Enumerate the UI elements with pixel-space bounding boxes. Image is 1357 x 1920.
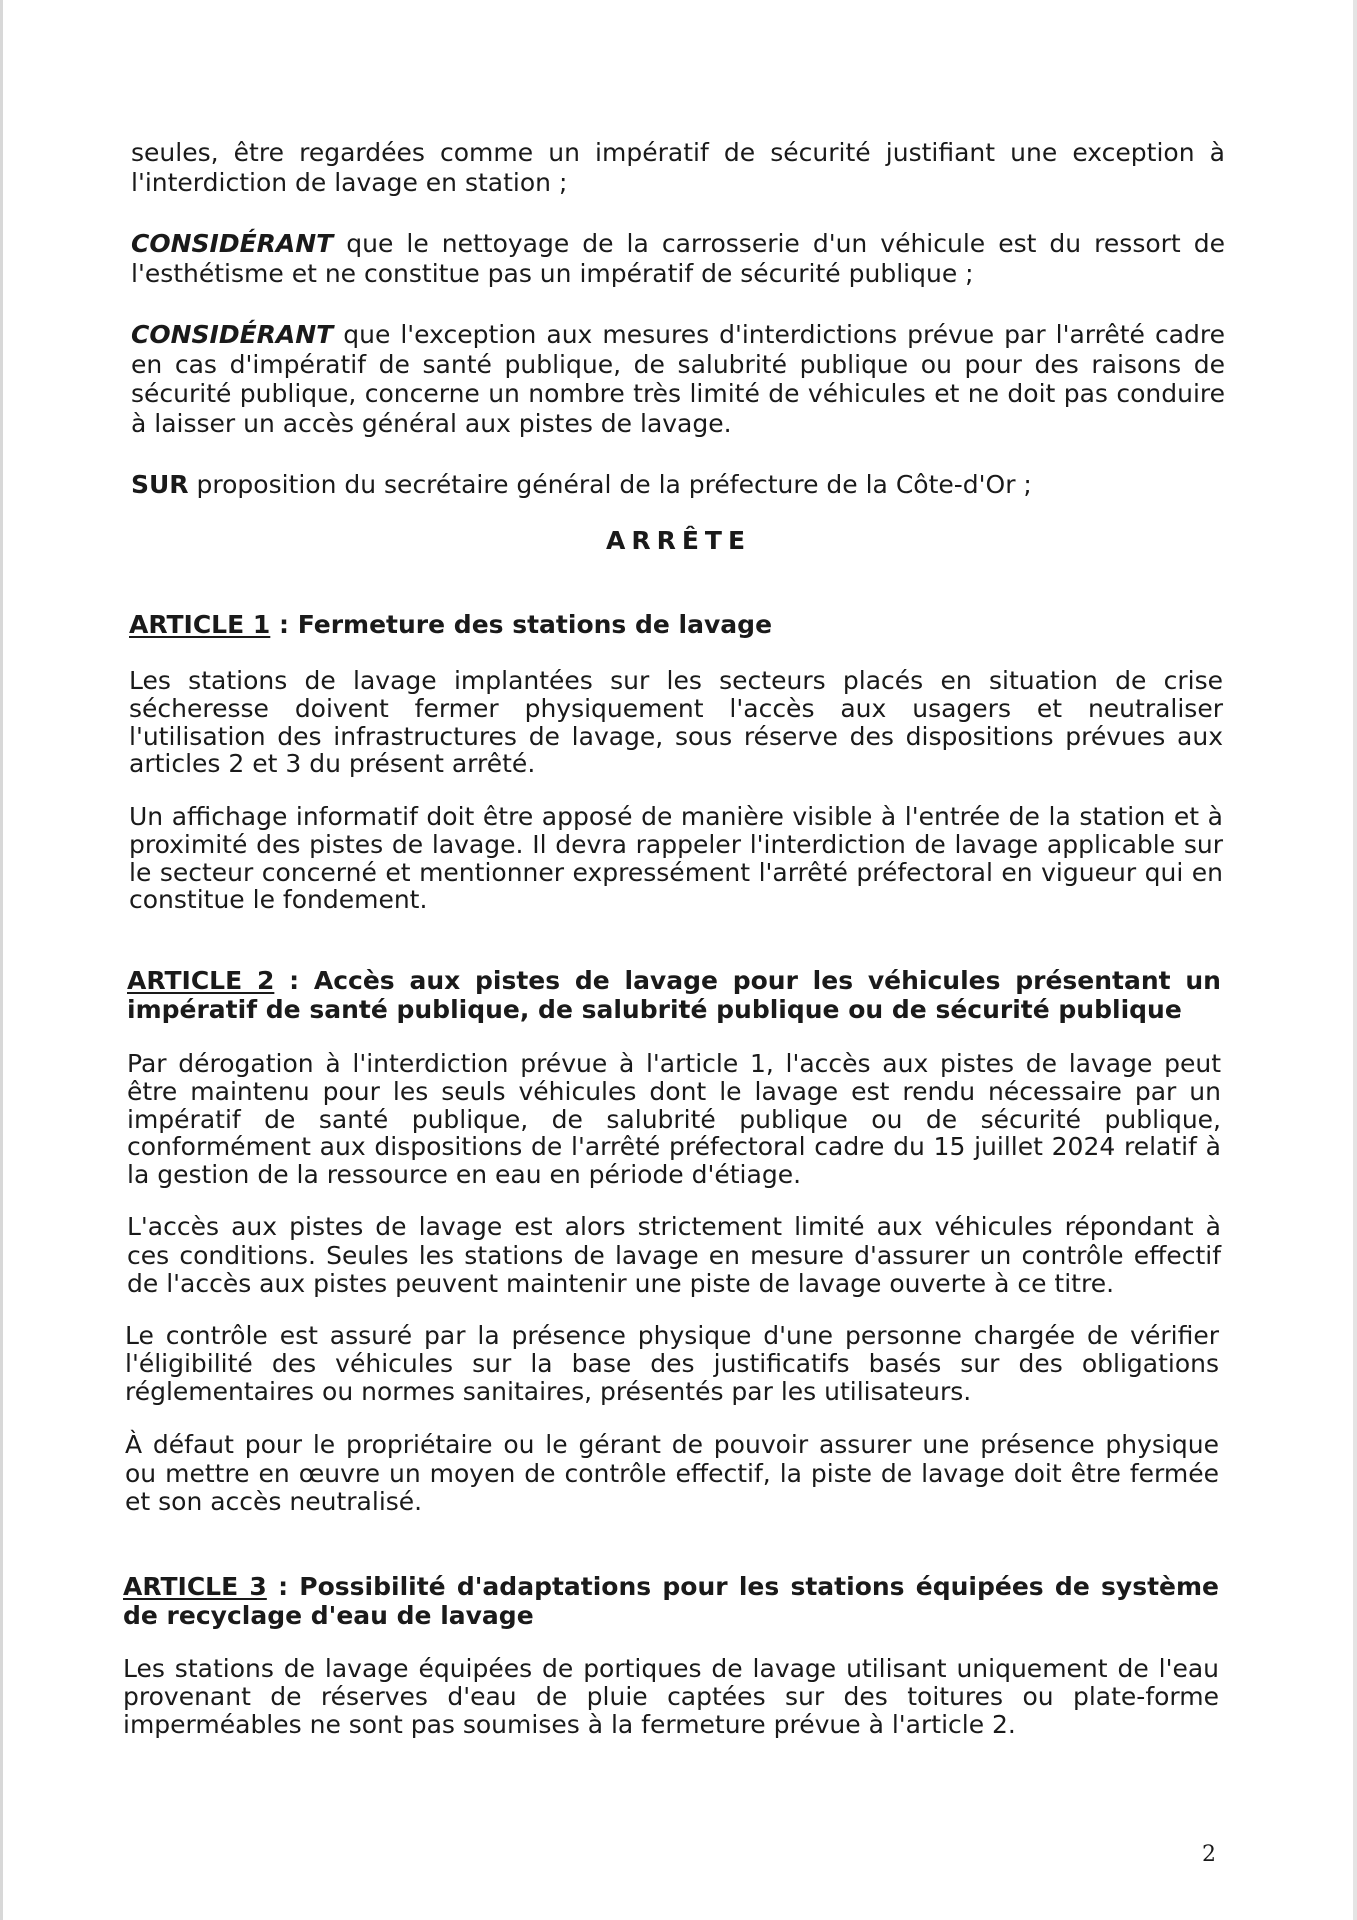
- scan-edge-right: [1353, 0, 1357, 1920]
- considerant-text: que le nettoyage de la carrosserie d'un véhicule est du ressort de l'esthétisme et ne constitue pas un impératif de sécurité publique ;: [131, 229, 1225, 288]
- sur-keyword: SUR: [131, 470, 189, 499]
- arrete-title: ARRÊTE: [605, 526, 752, 555]
- article-2-paragraph-1: Par dérogation à l'interdiction prévue à l'article 1, l'accès aux pistes de lavage peut être maintenu pour les seuls véhicules dont le lavage est rendu nécessaire par un impératif de santé publique, de salubrité publique ou de sécurité publique, conformément aux dispositions de l'arrêté préfectoral cadre du 15 juillet 2024 relatif à la gestion de la ressource en eau en période d'étiage.: [127, 1049, 1221, 1190]
- considerant-keyword: CONSIDÉRANT: [131, 229, 334, 258]
- article-2-paragraph-2: L'accès aux pistes de lavage est alors strictement limité aux véhicules répondant à ces conditions. Seules les stations de lavage en mesure d'assurer un contrôle effectif de l'accès aux pistes peuvent maintenir une piste de lavage ouverte à ce titre.: [127, 1212, 1221, 1298]
- sur-paragraph: [131, 470, 1225, 500]
- article-1-paragraph-1: Les stations de lavage implantées sur les secteurs placés en situation de crise sécheresse doivent fermer physiquement l'accès aux usagers et neutraliser l'utilisation des infrastructures de lavage, sous réserve des dispositions prévues aux articles 2 et 3 du présent arrêté.: [129, 666, 1223, 779]
- page-number: 2: [1202, 1842, 1216, 1867]
- article-3-paragraph-1: Les stations de lavage équipées de portiques de lavage utilisant uniquement de l'eau provenant de réserves d'eau de pluie captées sur des toitures ou plate-forme imperméables ne sont pas soumises à la fermeture prévue à l'article 2.: [123, 1654, 1219, 1739]
- article-2-label: ARTICLE 2: [127, 966, 275, 995]
- article-1-title: : Fermeture des stations de lavage: [270, 610, 773, 639]
- article-3-title: : Possibilité d'adaptations pour les stations équipées de système de recyclage d'eau de lavage: [123, 1572, 1219, 1630]
- article-3-heading: [123, 1573, 1219, 1630]
- considerant-text: que l'exception aux mesures d'interdictions prévue par l'arrêté cadre en cas d'impératif de santé publique, de salubrité publique ou pour des raisons de sécurité publique, concerne un nombre très limité de véhicules et ne doit pas conduire à laisser un accès général aux pistes de lavage.: [131, 320, 1225, 438]
- scan-edge-left: [0, 0, 3, 1920]
- considerant-keyword: CONSIDÉRANT: [131, 320, 334, 349]
- intro-paragraph: seules, être regardées comme un impératif de sécurité justifiant une exception à l'interdiction de lavage en station ;: [131, 138, 1225, 197]
- article-2-paragraph-3: Le contrôle est assuré par la présence physique d'une personne chargée de vérifier l'éligibilité des véhicules sur la base des justificatifs basés sur des obligations réglementaires ou normes sanitaires, présentés par les utilisateurs.: [125, 1321, 1219, 1406]
- article-2-heading: [127, 967, 1221, 1024]
- article-2-title: : Accès aux pistes de lavage pour les véhicules présentant un impératif de santé publique, de salubrité publique ou de sécurité publique: [127, 966, 1221, 1024]
- article-2-paragraph-4: À défaut pour le propriétaire ou le gérant de pouvoir assurer une présence physique ou mettre en œuvre un moyen de contrôle effectif, la piste de lavage doit être fermée et son accès neutralisé.: [125, 1430, 1219, 1516]
- article-1-heading: [129, 610, 1223, 640]
- sur-text: proposition du secrétaire général de la préfecture de la Côte-d'Or ;: [188, 470, 1032, 499]
- considerant-paragraph-2: [131, 320, 1225, 438]
- considerant-paragraph-1: [131, 229, 1225, 288]
- article-1-paragraph-2: Un affichage informatif doit être apposé de manière visible à l'entrée de la station et à proximité des pistes de lavage. Il devra rappeler l'interdiction de lavage applicable sur le secteur concerné et mentionner expressément l'arrêté préfectoral en vigueur qui en constitue le fondement.: [129, 802, 1223, 915]
- article-3-label: ARTICLE 3: [123, 1572, 267, 1601]
- article-1-label: ARTICLE 1: [129, 610, 271, 639]
